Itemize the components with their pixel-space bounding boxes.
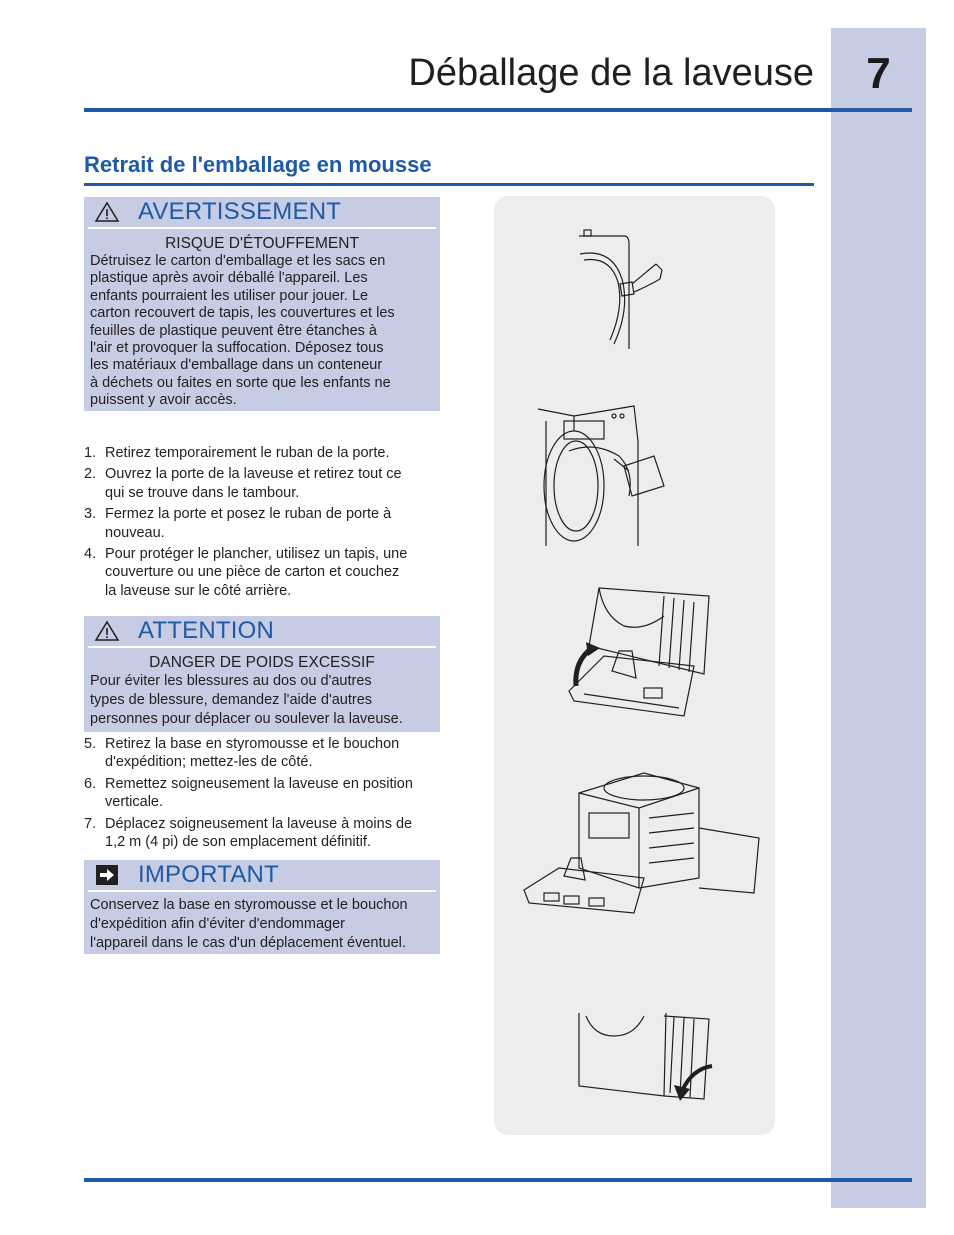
- side-tab: [831, 28, 926, 1208]
- steps-list-1: [84, 444, 444, 603]
- important-label: IMPORTANT: [138, 861, 279, 888]
- warning-subtitle: RISQUE D'ÉTOUFFEMENT: [165, 235, 359, 252]
- list-item: 2. Ouvrez la porte de la laveuse et retirez tout ce qui se trouve dans le tambour.: [84, 466, 402, 501]
- important-line: d'expédition afin d'éviter d'endommager: [90, 916, 345, 933]
- steps-list-2: [84, 735, 444, 854]
- warning-triangle-icon: [94, 620, 120, 642]
- caution-text: [84, 672, 440, 729]
- arrow-right-icon: [94, 864, 120, 886]
- warning-line: enfants pourraient les utiliser pour jouer. Le: [90, 287, 369, 304]
- warning-line: carton recouvert de tapis, les couvertures et les: [90, 305, 395, 322]
- top-rule: [84, 108, 912, 112]
- page-number: 7: [866, 49, 891, 98]
- warning-label: AVERTISSEMENT: [138, 198, 342, 225]
- warning-triangle-icon: [94, 201, 120, 223]
- important-text: [84, 896, 440, 954]
- warning-line: plastique après avoir déballé l'appareil. Les: [90, 270, 368, 287]
- warning-header: [88, 197, 436, 229]
- lay-on-back-illustration: [564, 586, 724, 721]
- caution-label: ATTENTION: [138, 617, 275, 644]
- page-title: Déballage de la laveuse: [408, 52, 814, 94]
- illustration-panel: [494, 196, 775, 1135]
- warning-line: Détruisez le carton d'emballage et les sacs en: [90, 253, 386, 269]
- warning-line: feuilles de plastique peuvent être étanches à: [90, 322, 377, 339]
- caution-line: personnes pour déplacer ou soulever la laveuse.: [90, 711, 403, 727]
- warning-line: puissent y avoir accès.: [90, 392, 237, 409]
- upright-illustration: [574, 1011, 719, 1106]
- important-header: [88, 860, 436, 892]
- caution-box: [84, 616, 440, 732]
- important-line: l'appareil dans le cas d'un déplacement éventuel.: [90, 935, 406, 952]
- bottom-rule: [84, 1178, 912, 1182]
- warning-box: [84, 197, 440, 411]
- list-item: 1. Retirez temporairement le ruban de la porte.: [84, 445, 390, 461]
- section-rule: [84, 183, 814, 186]
- important-box: [84, 860, 440, 954]
- caution-subtitle: DANGER DE POIDS EXCESSIF: [149, 654, 375, 671]
- list-item: 7. Déplacez soigneusement la laveuse à moins de 1,2 m (4 pi) de son emplacement définitif.: [84, 815, 413, 851]
- section-title: Retrait de l'emballage en mousse: [84, 152, 432, 177]
- remove-base-illustration: [519, 768, 764, 918]
- warning-text: [84, 253, 440, 410]
- warning-line: l'air et provoquer la suffocation. Déposez tous: [90, 340, 384, 357]
- caution-line: types de blessure, demandez l'aide d'autres: [90, 692, 373, 708]
- door-tape-illustration: [574, 224, 664, 349]
- list-item: 5. Retirez la base en styromousse et le bouchon d'expédition; mettez-les de côté.: [84, 736, 400, 771]
- important-line: Conservez la base en styromousse et le bouchon: [90, 897, 408, 913]
- list-item: 6. Remettez soigneusement la laveuse en position verticale.: [84, 775, 413, 811]
- open-door-illustration: [534, 401, 669, 546]
- warning-line: à déchets ou faites en sorte que les enfants ne: [90, 374, 391, 391]
- caution-header: [88, 616, 436, 648]
- list-item: 3. Fermez la porte et posez le ruban de porte à nouveau.: [84, 506, 392, 541]
- list-item: 4. Pour protéger le plancher, utilisez un tapis, une couverture ou une pièce de carton et couchez la laveuse sur le côté arrière.: [84, 546, 408, 599]
- caution-line: Pour éviter les blessures au dos ou d'autres: [90, 673, 372, 689]
- warning-line: les matériaux d'emballage dans un conteneur: [90, 357, 383, 374]
